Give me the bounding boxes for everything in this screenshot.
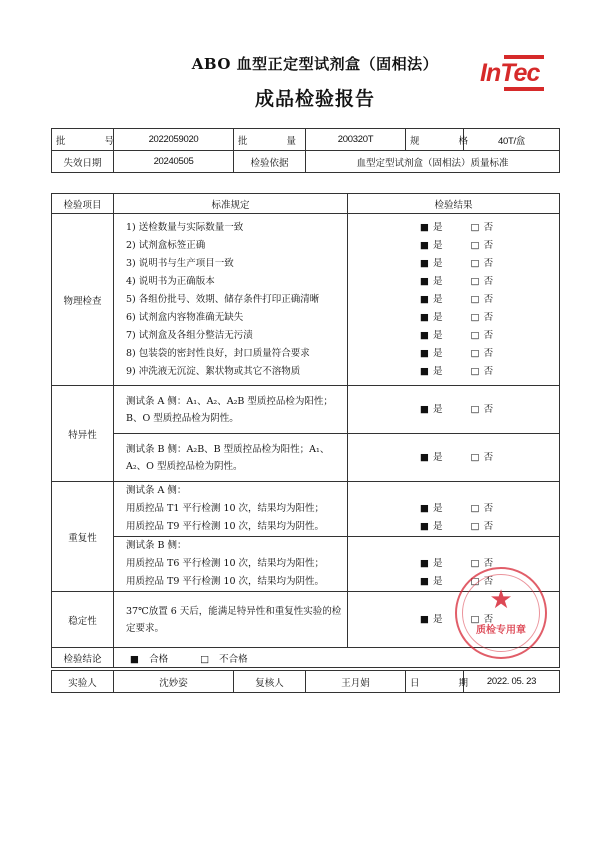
tester-value: 沈妙姿 <box>114 671 234 693</box>
date-label: 日 期 <box>406 671 464 693</box>
physical-check-label: 物理检查 <box>52 214 114 386</box>
no-label: 否 <box>483 403 494 415</box>
no-checkbox: □ <box>470 558 480 569</box>
yes-checkbox: ■ <box>420 221 429 233</box>
repeatability-b-1: 用质控品 T6 平行检测 10 次，结果均为阳性； <box>126 558 325 569</box>
yes-checkbox: ■ <box>420 576 429 587</box>
repeatability-b-head: 测试条 B 侧： <box>126 540 187 551</box>
result-row <box>352 291 555 309</box>
specificity-std-b: 测试条 B 侧：A₂B、B 型质控品检为阳性；A₁、A₂、O 型质控品检为阴性。 <box>114 434 348 482</box>
batch-value: 2022059020 <box>114 129 234 151</box>
yes-label: 是 <box>433 239 443 251</box>
yes-label: 是 <box>433 403 443 415</box>
fail-checkbox: □ <box>200 653 210 665</box>
yes-checkbox: ■ <box>420 293 429 305</box>
yes-label: 是 <box>433 576 443 587</box>
yes-label: 是 <box>433 257 443 269</box>
physical-item-7: 7) 试剂盒及各组分整洁无污渍 <box>126 329 253 341</box>
result-row <box>352 449 555 467</box>
pass-label: 合格 <box>149 653 169 665</box>
no-label: 否 <box>483 221 494 233</box>
result-row <box>352 345 555 363</box>
result-row <box>352 273 555 291</box>
batch-info-table <box>51 128 560 173</box>
seal-star-icon: ★ <box>489 585 513 615</box>
result-row <box>352 611 555 629</box>
result-row <box>352 518 555 536</box>
no-checkbox: □ <box>470 257 480 269</box>
yes-checkbox: ■ <box>420 347 429 359</box>
no-checkbox: □ <box>470 365 480 377</box>
no-label: 否 <box>483 311 494 323</box>
no-checkbox: □ <box>470 403 480 415</box>
physical-item-6: 6) 试剂盒内容物准确无缺失 <box>126 311 244 323</box>
header-item: 检验项目 <box>52 194 114 214</box>
seal-text: 质检专用章 <box>476 625 526 636</box>
no-label: 否 <box>483 365 494 377</box>
report-title: 成品检验报告 <box>254 88 375 110</box>
result-row <box>352 573 555 591</box>
result-row <box>352 555 555 573</box>
repeatability-a-2: 用质控品 T9 平行检测 10 次，结果均为阴性。 <box>126 521 325 532</box>
physical-item-8: 8) 包装袋的密封性良好，封口质量符合要求 <box>126 347 310 359</box>
qty-value: 200320T <box>306 129 406 151</box>
no-checkbox: □ <box>470 239 480 251</box>
yes-checkbox: ■ <box>420 613 429 625</box>
physical-item-4: 4) 说明书为正确版本 <box>126 275 215 287</box>
yes-checkbox: ■ <box>420 257 429 269</box>
yes-checkbox: ■ <box>420 311 429 323</box>
repeatability-label: 重复性 <box>52 482 114 592</box>
tester-label: 实验人 <box>52 671 114 693</box>
qty-label: 批 量 <box>234 129 306 151</box>
yes-checkbox: ■ <box>420 403 429 415</box>
reviewer-value: 王月娟 <box>306 671 406 693</box>
physical-item-2: 2) 试剂盒标签正确 <box>126 239 206 251</box>
date-value: 2022. 05. 23 <box>464 671 560 693</box>
yes-checkbox: ■ <box>420 275 429 287</box>
stability-result <box>348 592 560 648</box>
yes-label: 是 <box>433 613 443 625</box>
header-standard: 标准规定 <box>114 194 348 214</box>
stability-std: 37℃放置 6 天后，能满足特异性和重复性实验的检定要求。 <box>114 592 348 648</box>
no-label: 否 <box>483 347 494 359</box>
no-label: 否 <box>483 451 494 463</box>
signature-table <box>51 670 560 693</box>
no-checkbox: □ <box>470 521 480 532</box>
physical-item-3: 3) 说明书与生产项目一致 <box>126 257 234 269</box>
no-label: 否 <box>483 558 494 569</box>
reviewer-label: 复核人 <box>234 671 306 693</box>
no-label: 否 <box>483 503 494 514</box>
yes-checkbox: ■ <box>420 451 429 463</box>
spec-label: 规 格 <box>406 129 464 151</box>
document-title: ABO 血型正定型试剂盒（固相法） <box>191 55 439 73</box>
yes-label: 是 <box>433 503 443 514</box>
yes-checkbox: ■ <box>420 329 429 341</box>
spec-value: 40T/盒 <box>464 129 560 151</box>
basis-value: 血型定型试剂盒（固相法）质量标准 <box>306 151 560 173</box>
yes-label: 是 <box>433 451 443 463</box>
result-row <box>352 219 555 237</box>
no-label: 否 <box>483 257 494 269</box>
conclusion-value <box>114 648 560 668</box>
yes-label: 是 <box>433 521 443 532</box>
yes-checkbox: ■ <box>420 503 429 514</box>
no-checkbox: □ <box>470 347 480 359</box>
no-label: 否 <box>483 293 494 305</box>
specificity-std-a: 测试条 A 侧：A₁、A₂、A₂B 型质控品检为阳性；B、O 型质控品检为阴性。 <box>114 386 348 434</box>
physical-check-standards <box>114 214 348 386</box>
specificity-result-b <box>348 434 560 482</box>
physical-item-1: 1) 送检数量与实际数量一致 <box>126 221 244 233</box>
repeatability-b-2: 用质控品 T9 平行检测 10 次，结果均为阴性。 <box>126 576 325 587</box>
yes-label: 是 <box>433 365 443 377</box>
no-checkbox: □ <box>470 503 480 514</box>
stability-label: 稳定性 <box>52 592 114 648</box>
no-label: 否 <box>483 329 494 341</box>
result-row <box>352 363 555 381</box>
yes-label: 是 <box>433 347 443 359</box>
pass-checkbox: ■ <box>130 653 139 665</box>
header-result: 检验结果 <box>348 194 560 214</box>
physical-item-5: 5) 各组份批号、效期、储存条件打印正确清晰 <box>126 293 320 305</box>
no-checkbox: □ <box>470 221 480 233</box>
yes-label: 是 <box>433 275 443 287</box>
repeatability-a-1: 用质控品 T1 平行检测 10 次，结果均为阳性； <box>126 503 325 514</box>
inspection-table <box>51 193 560 668</box>
repeatability-result-b <box>348 537 560 592</box>
logo-text: InTec <box>480 59 540 87</box>
no-checkbox: □ <box>470 576 480 587</box>
no-checkbox: □ <box>470 311 480 323</box>
no-checkbox: □ <box>470 293 480 305</box>
no-label: 否 <box>483 239 494 251</box>
yes-label: 是 <box>433 293 443 305</box>
yes-checkbox: ■ <box>420 521 429 532</box>
expiry-label: 失效日期 <box>52 151 114 173</box>
conclusion-label: 检验结论 <box>52 648 114 668</box>
yes-label: 是 <box>433 311 443 323</box>
result-row <box>352 327 555 345</box>
yes-checkbox: ■ <box>420 239 429 251</box>
repeatability-a-head: 测试条 A 侧： <box>126 485 187 496</box>
yes-label: 是 <box>433 329 443 341</box>
specificity-result-a <box>348 386 560 434</box>
result-row <box>352 401 555 419</box>
no-label: 否 <box>483 521 494 532</box>
yes-label: 是 <box>433 558 443 569</box>
no-checkbox: □ <box>470 329 480 341</box>
batch-label: 批 号 <box>52 129 114 151</box>
repeatability-result-a <box>348 482 560 537</box>
result-row <box>352 255 555 273</box>
yes-checkbox: ■ <box>420 558 429 569</box>
no-checkbox: □ <box>470 275 480 287</box>
no-label: 否 <box>483 576 494 587</box>
intec-logo <box>478 53 546 93</box>
result-row <box>352 309 555 327</box>
repeatability-std-a <box>114 482 348 537</box>
no-label: 否 <box>483 613 494 625</box>
result-row <box>352 500 555 518</box>
physical-check-results <box>348 214 560 386</box>
yes-label: 是 <box>433 221 443 233</box>
yes-checkbox: ■ <box>420 365 429 377</box>
result-row <box>352 237 555 255</box>
no-checkbox: □ <box>470 613 480 625</box>
specificity-label: 特异性 <box>52 386 114 482</box>
basis-label: 检验依据 <box>234 151 306 173</box>
fail-label: 不合格 <box>219 653 248 665</box>
repeatability-std-b <box>114 537 348 592</box>
expiry-value: 20240505 <box>114 151 234 173</box>
no-label: 否 <box>483 275 494 287</box>
no-checkbox: □ <box>470 451 480 463</box>
physical-item-9: 9) 冲洗液无沉淀、絮状物或其它不溶物质 <box>126 365 301 377</box>
